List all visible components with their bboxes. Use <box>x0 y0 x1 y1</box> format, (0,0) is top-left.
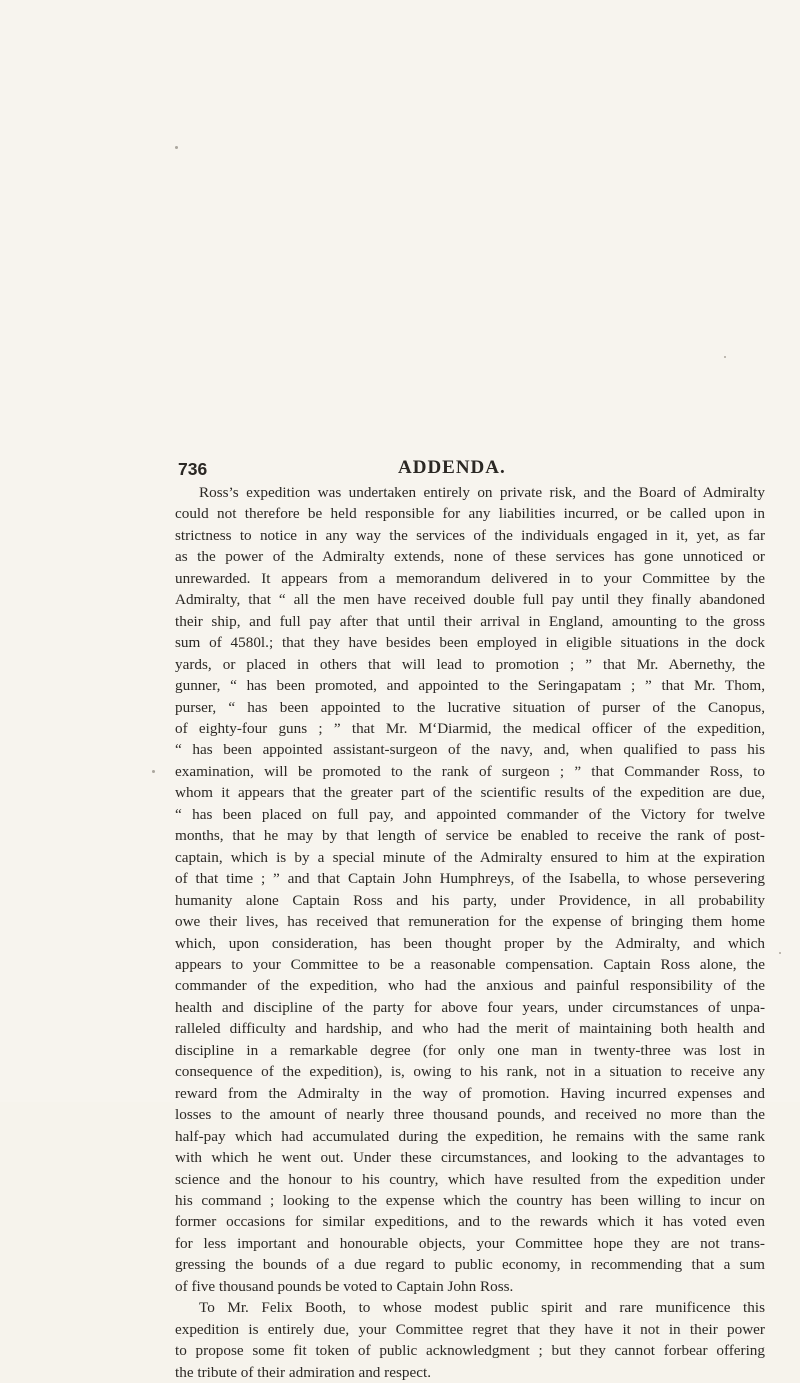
text-line: of that time ; ” and that Captain John Humphreys, of the Isabella, to whose persevering <box>175 870 765 888</box>
text-line: of eighty-four guns ; ” that Mr. M‘Diarmid, the medical officer of the expedition, <box>175 719 765 737</box>
text-line: “ has been placed on full pay, and appointed commander of the Victory for twelve <box>175 805 765 823</box>
text-line: expedition is entirely due, your Committee regret that they have it not in their power <box>175 1320 765 1338</box>
text-line: could not therefore be held responsible for any liabilities incurred, or be called upon in <box>175 505 765 523</box>
text-line: former occasions for similar expeditions, and to the rewards which it has voted even <box>175 1213 765 1231</box>
text-line: sum of 4580l.; that they have besides been employed in eligible situations in the dock <box>175 634 765 652</box>
text-line: discipline in a remarkable degree (for only one man in twenty-three was lost in <box>175 1041 765 1059</box>
text-line: the tribute of their admiration and respect. <box>175 1363 431 1381</box>
text-line: his command ; looking to the expense which the country has been willing to incur on <box>175 1191 765 1209</box>
text-line: strictness to notice in any way the services of the individuals engaged in it, yet, as far <box>175 526 765 544</box>
text-line: commander of the expedition, who had the anxious and painful responsibility of the <box>175 977 765 995</box>
text-line: with which he went out. Under these circumstances, and looking to the advantages to <box>175 1149 765 1167</box>
text-line: their ship, and full pay after that until their arrival in England, amounting to the gross <box>175 612 765 630</box>
paper-speck <box>175 146 178 149</box>
text-line: losses to the amount of nearly three thousand pounds, and received no more than the <box>175 1106 765 1124</box>
text-line: Ross’s expedition was undertaken entirely on private risk, and the Board of Admiralty <box>199 484 765 501</box>
text-line: half-pay which had accumulated during the expedition, he remains with the same rank <box>175 1127 765 1145</box>
body-text <box>175 482 765 1383</box>
text-line: consequence of the expedition), is, owing to his rank, not in a situation to receive any <box>175 1063 765 1081</box>
text-line: purser, “ has been appointed to the lucrative situation of purser of the Canopus, <box>175 698 765 716</box>
page-header <box>178 455 782 485</box>
running-head: ADDENDA. <box>398 457 506 478</box>
text-line: gressing the bounds of a due regard to public economy, in recommending that a sum <box>175 1256 765 1274</box>
text-line: Admiralty, that “ all the men have received double full pay until they finally abandoned <box>175 591 765 609</box>
text-line: examination, will be promoted to the rank of surgeon ; ” that Commander Ross, to <box>175 762 765 780</box>
text-line: whom it appears that the greater part of the scientific results of the expedition are due, <box>175 784 765 802</box>
paper-speck <box>152 770 155 773</box>
text-line: humanity alone Captain Ross and his party, under Providence, in all probability <box>175 891 765 909</box>
text-line: yards, or placed in others that will lead to promotion ; ” that Mr. Abernethy, the <box>175 655 765 673</box>
text-line: To Mr. Felix Booth, to whose modest public spirit and rare munificence this <box>199 1299 765 1317</box>
text-line: for less important and honourable objects, your Committee hope they are not trans- <box>175 1234 765 1252</box>
paper-speck <box>779 952 781 954</box>
text-line: captain, which is by a special minute of the Admiralty ensured to him at the expiration <box>175 848 765 866</box>
text-line: owe their lives, has received that remuneration for the expense of bringing them home <box>175 913 765 931</box>
text-line: as the power of the Admiralty extends, none of these services has gone unnoticed or <box>175 548 765 566</box>
text-line: reward from the Admiralty in the way of promotion. Having incurred expenses and <box>175 1084 765 1102</box>
text-line: unrewarded. It appears from a memorandum delivered in to your Committee by the <box>175 569 765 587</box>
text-line: health and discipline of the party for above four years, under circumstances of unpa- <box>175 998 765 1016</box>
paragraph-1 <box>175 482 765 1297</box>
text-line: months, that he may by that length of service be enabled to receive the rank of post- <box>175 827 765 845</box>
text-line: of five thousand pounds be voted to Captain John Ross. <box>175 1277 514 1295</box>
text-line: appears to your Committee to be a reasonable compensation. Captain Ross alone, the <box>175 955 765 973</box>
text-line: ralleled difficulty and hardship, and who had the merit of maintaining both health and <box>175 1020 765 1038</box>
text-line: which, upon consideration, has been thought proper by the Admiralty, and which <box>175 934 765 952</box>
page-number: 736 <box>178 459 208 479</box>
text-line: gunner, “ has been promoted, and appointed to the Seringapatam ; ” that Mr. Thom, <box>175 677 765 695</box>
paragraph-2 <box>175 1297 765 1383</box>
text-line: science and the honour to his country, which have resulted from the expedition under <box>175 1170 765 1188</box>
text-line: “ has been appointed assistant-surgeon of the navy, and, when qualified to pass his <box>175 741 765 759</box>
paper-speck <box>724 356 726 358</box>
text-line: to propose some fit token of public acknowledgment ; but they cannot forbear offering <box>175 1342 765 1360</box>
